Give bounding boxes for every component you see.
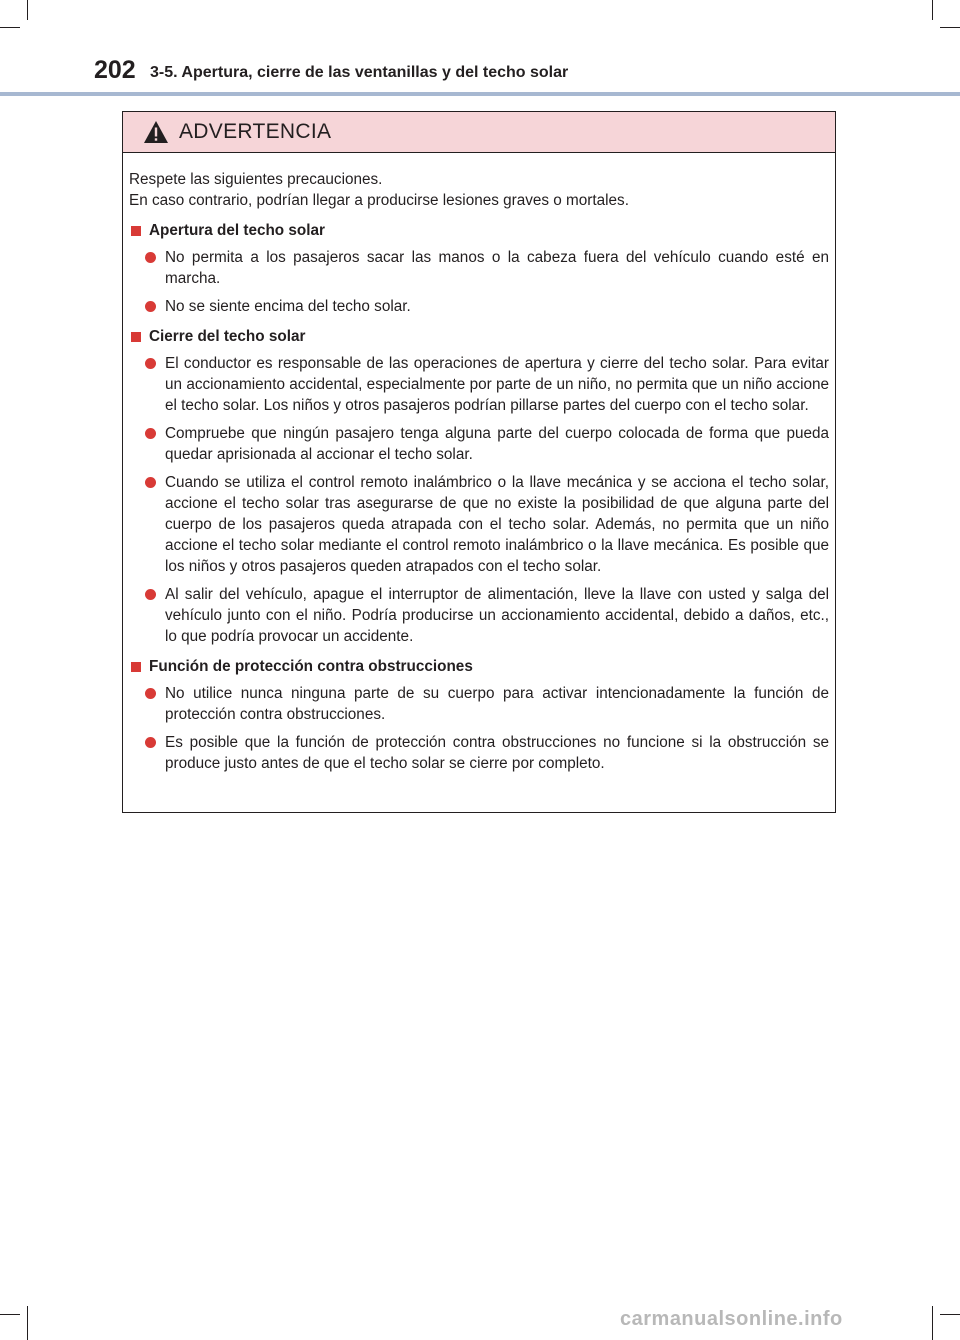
list-item: [129, 732, 829, 774]
section-heading-text: Función de protección contra obstrucciones: [149, 658, 473, 675]
crop-mark: [27, 1306, 28, 1340]
crop-mark: [940, 1314, 960, 1315]
warning-title: ADVERTENCIA: [179, 120, 332, 143]
list-item: [129, 584, 829, 647]
section-heading-text: Cierre del techo solar: [149, 328, 306, 345]
warning-intro: [129, 169, 829, 211]
intro-line: En caso contrario, podrían llegar a producirse lesiones graves o mortales.: [129, 192, 629, 209]
crop-mark: [932, 1306, 933, 1340]
list-item: [129, 472, 829, 577]
square-marker-icon: [131, 662, 141, 672]
list-item-text: Es posible que la función de protección contra obstrucciones no funcione si la obstrucción se produce justo antes de que el techo solar se cierre por completo.: [165, 734, 829, 772]
warning-body: [123, 153, 835, 774]
bullet-dot-icon: [145, 358, 156, 369]
list-item-text: El conductor es responsable de las operaciones de apertura y cierre del techo solar. Para evitar un accionamiento accidental, especialmente por parte de un niño, no permita que un niño accione el techo solar. Los niños y otros pasajeros podrían pillarse partes del cuerpo con el techo solar.: [165, 355, 829, 414]
intro-line: Respete las siguientes precauciones.: [129, 171, 383, 188]
square-marker-icon: [131, 226, 141, 236]
bullet-dot-icon: [145, 477, 156, 488]
list-item: [129, 683, 829, 725]
page-number: 202: [94, 56, 136, 84]
section-title: 3-5. Apertura, cierre de las ventanillas y del techo solar: [150, 64, 569, 81]
list-item-text: Al salir del vehículo, apague el interruptor de alimentación, lleve la llave con usted y salga del vehículo junto con el niño. Podría producirse un accionamiento accidental, debido a daños, etc., lo que podría provocar un accidente.: [165, 586, 829, 645]
section-heading: [129, 326, 829, 347]
list-item: [129, 353, 829, 416]
bullet-dot-icon: [145, 301, 156, 312]
warning-header: [123, 112, 835, 153]
square-marker-icon: [131, 332, 141, 342]
list-item-text: No permita a los pasajeros sacar las manos o la cabeza fuera del vehículo cuando esté en marcha.: [165, 249, 829, 287]
bullet-dot-icon: [145, 737, 156, 748]
list-item: [129, 247, 829, 289]
crop-mark: [0, 1314, 20, 1315]
warning-triangle-icon: [143, 120, 169, 144]
header-rule: [0, 92, 960, 96]
bullet-dot-icon: [145, 252, 156, 263]
list-item-text: Compruebe que ningún pasajero tenga alguna parte del cuerpo colocada de forma que pueda quedar aprisionada al accionar el techo solar.: [165, 425, 829, 463]
list-item: [129, 423, 829, 465]
list-item-text: No se siente encima del techo solar.: [165, 298, 411, 315]
page-header: [0, 0, 960, 96]
footer-watermark: carmanualsonline.info: [620, 1308, 843, 1330]
bullet-dot-icon: [145, 688, 156, 699]
list-item: [129, 296, 829, 317]
bullet-dot-icon: [145, 589, 156, 600]
section-heading-text: Apertura del techo solar: [149, 222, 325, 239]
bullet-dot-icon: [145, 428, 156, 439]
section-heading: [129, 656, 829, 677]
list-item-text: No utilice nunca ninguna parte de su cuerpo para activar intencionadamente la función de protección contra obstrucciones.: [165, 685, 829, 723]
warning-box: [122, 111, 836, 813]
section-heading: [129, 220, 829, 241]
list-item-text: Cuando se utiliza el control remoto inalámbrico o la llave mecánica y se acciona el techo solar, accione el techo solar tras asegurarse de que no existe la posibilidad de que alguna parte del cuerpo de los pasajeros queda atrapada con el techo solar. Además, no permita que un niño accione el techo solar mediante el control remoto inalámbrico o la llave mecánica. Es posible que los niños y otros pasajeros queden atrapados con el techo solar.: [165, 474, 829, 575]
